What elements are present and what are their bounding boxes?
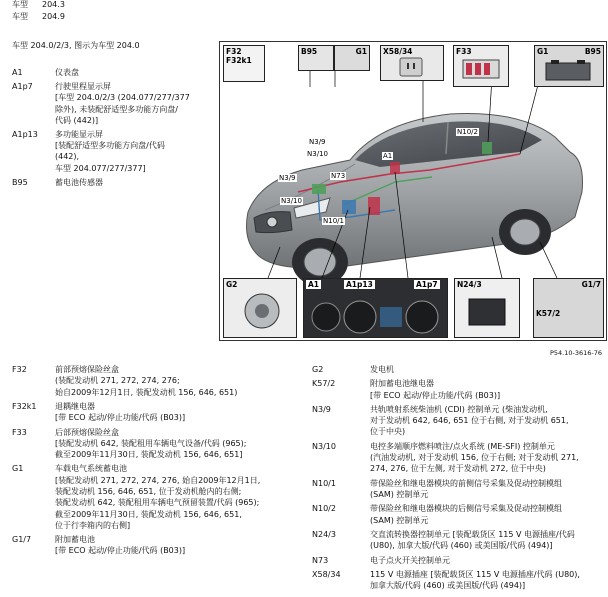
component-description-line: 代码 (442)]	[55, 115, 99, 125]
detail-box-g1-b95	[534, 45, 604, 87]
component-description-line: 退耦继电器	[55, 401, 95, 411]
model-row-1	[12, 0, 65, 11]
callout-n73: N73	[331, 172, 346, 180]
detail-label: G1	[537, 47, 549, 56]
component-code: F32	[12, 365, 27, 374]
component-code: F32k1	[12, 401, 37, 411]
detail-label: B95	[584, 47, 601, 56]
detail-label: F33	[456, 47, 472, 56]
component-description-line: 多功能显示屏	[55, 130, 103, 139]
detail-label: G1	[355, 47, 367, 56]
detail-label: B95	[301, 47, 318, 56]
component-description-line: 车型 204.077/277/377]	[55, 163, 146, 173]
vehicle-diagram	[219, 41, 607, 341]
detail-box-instrument-cluster	[303, 278, 448, 338]
component-code: N3/9	[312, 404, 331, 414]
callout-a1: A1	[383, 152, 393, 160]
detail-label: N24/3	[457, 280, 482, 289]
component-code: N73	[312, 555, 329, 565]
component-description-line: 带保险丝和继电器模块的后侧信号采集及促动控制模组	[370, 504, 562, 514]
model-value: 204.9	[42, 12, 65, 21]
detail-box-g1	[334, 45, 370, 71]
detail-box-f33	[453, 45, 509, 87]
component-code: N24/3	[312, 529, 336, 539]
component-code: X58/34	[312, 569, 341, 579]
component-code: K57/2	[312, 379, 336, 389]
detail-box-x58-34	[380, 45, 444, 81]
component-description-line: 115 V 电源插座 [装配载货区 115 V 电源插座/代码 (U80),	[370, 569, 580, 579]
component-description-line: 电子点火开关控制单元	[370, 555, 450, 565]
outlet-icon	[399, 57, 423, 77]
component-description-line: 仪表盘	[55, 68, 79, 77]
component-code: F33	[12, 427, 27, 437]
component-description-line: 行驶里程显示屏	[55, 82, 111, 92]
callout-n3-10-upper: N3/10	[307, 150, 328, 158]
component-description-line: 附加蓄电池	[55, 535, 95, 545]
component-description-line: 加拿大版/代码 (460) 或美国版/代码 (494)]	[370, 581, 526, 591]
detail-label: A1p13	[346, 280, 373, 289]
callout-n3-10: N3/10	[281, 197, 302, 205]
component-description-line: 电控多端顺序燃料喷注/点火系统 (ME-SFI) 控制单元	[370, 441, 555, 451]
component-description-line: (SAM) 控制单元	[370, 489, 429, 499]
detail-box-g1-7	[533, 278, 604, 338]
alternator-icon	[242, 291, 282, 331]
component-description-line: 装配发动机 642, 装配租用车辆电气预留装置/代码 (965);	[55, 498, 260, 508]
component-description-line: 位于中央)	[370, 427, 406, 437]
component-description-line: 始自2009年12月1日, 装配发动机 156, 646, 651)	[55, 387, 238, 397]
component-description-line: [带 ECO 起动/停止功能/代码 (B03)]	[55, 546, 186, 556]
component-description-line: 274, 276, 位于左侧, 对于发动机 272, 位于中央)	[370, 464, 546, 474]
component-description-line: [装配发动机 642, 装配租用车辆电气设备/代码 (965);	[55, 438, 247, 448]
component-description-line: (U80), 加拿大版/代码 (460) 或美国版/代码 (494)]	[370, 541, 553, 551]
detail-label: A1p7	[416, 280, 438, 289]
component-description-line: 共轨喷射系统柴油机 (CDI) 控制单元 (柴油发动机,	[370, 404, 548, 414]
component-description-line: 除外), 未装配舒适型多功能方向盘/	[55, 104, 178, 114]
callout-n10-1: N10/1	[323, 217, 344, 225]
component-code: A1p13	[12, 130, 38, 139]
component-description-line: 发电机	[370, 365, 394, 374]
component-description-line: [装配发动机 271, 272, 274, 276, 始自2009年12月1日,	[55, 475, 261, 485]
model-label: 车型	[12, 12, 28, 21]
component-description-line: [装配舒适型多功能方向盘/代码	[55, 141, 165, 151]
component-description-line: 位于行李箱内的右侧]	[55, 520, 131, 530]
converter-icon	[467, 295, 509, 329]
detail-label: X58/34	[383, 47, 413, 56]
battery-icon	[545, 60, 593, 82]
model-label: 车型	[12, 0, 28, 9]
component-code: G1	[12, 464, 24, 474]
component-description-line: 交直流转换器控制单元 [装配载货区 115 V 电源插座/代码	[370, 529, 575, 539]
model-value: 204.3	[42, 0, 65, 9]
component-description-line: 截至2009年11月30日, 装配发动机 156, 646, 651]	[55, 450, 243, 460]
legend-right	[312, 365, 608, 597]
detail-box-n24-3	[454, 278, 520, 338]
detail-box-b95	[298, 45, 334, 71]
callout-n10-2: N10/2	[457, 128, 478, 136]
component-description-line: (装配发动机 271, 272, 274, 276;	[55, 376, 180, 386]
component-code: G1/7	[12, 535, 32, 545]
detail-label: K57/2	[536, 309, 561, 318]
component-description-line: [车型 204.0/2/3 (204.077/277/377	[55, 93, 190, 103]
component-description-line: (汽油发动机, 对于发动机 156, 位于右侧; 对于发动机 271,	[370, 453, 579, 463]
fuse-box-icon	[462, 58, 502, 82]
component-description-line: 截至2009年11月30日, 装配发动机 156, 646, 651,	[55, 509, 242, 519]
component-code: G2	[312, 365, 324, 374]
callout-n3-9: N3/9	[279, 174, 296, 182]
component-description-line: 前部预熔保险丝盒	[55, 365, 119, 374]
component-description-line: 附加蓄电池继电器	[370, 379, 434, 389]
component-description-line: [带 ECO 起动/停止功能/代码 (B03)]	[55, 413, 186, 423]
callout-n3-9-upper: N3/9	[309, 138, 326, 146]
component-description-line: (442),	[55, 152, 80, 162]
component-description-line: 装配发动机 156, 646, 651, 位于发动机舱内的右侧;	[55, 486, 242, 496]
component-description-line: 车载电气系统蓄电池	[55, 464, 127, 474]
component-code: N3/10	[312, 441, 336, 451]
detail-box-f32	[223, 45, 265, 82]
detail-label: A1	[308, 280, 320, 289]
component-code: A1p7	[12, 82, 33, 92]
figure-id: P54.10-3616-76	[549, 349, 602, 357]
component-code: N10/1	[312, 478, 336, 488]
component-description-line: 对于发动机 642, 646, 651 位于右侧, 对于发动机 651,	[370, 416, 569, 426]
model-row-2	[12, 12, 65, 23]
component-description-line: 蓄电池传感器	[55, 177, 103, 187]
intro-component-list	[12, 68, 212, 208]
component-description-line: (SAM) 控制单元	[370, 515, 429, 525]
detail-label: F32 F32k1	[226, 47, 252, 65]
component-description-line: 后部预熔保险丝盒	[55, 427, 119, 437]
component-code: A1	[12, 68, 23, 77]
component-code: N10/2	[312, 504, 336, 514]
gauges-icon	[308, 295, 444, 335]
component-code: B95	[12, 177, 28, 187]
detail-label: G2	[226, 280, 238, 289]
component-description-line: 带保险丝和继电器模块的前侧信号采集及促动控制模组	[370, 478, 562, 488]
detail-box-g2	[223, 278, 297, 338]
detail-label: G1/7	[581, 280, 601, 289]
figure-note: 车型 204.0/2/3, 图示为车型 204.0	[12, 41, 140, 50]
component-description-line: [带 ECO 起动/停止功能/代码 (B03)]	[370, 390, 501, 400]
legend-left	[12, 365, 312, 595]
